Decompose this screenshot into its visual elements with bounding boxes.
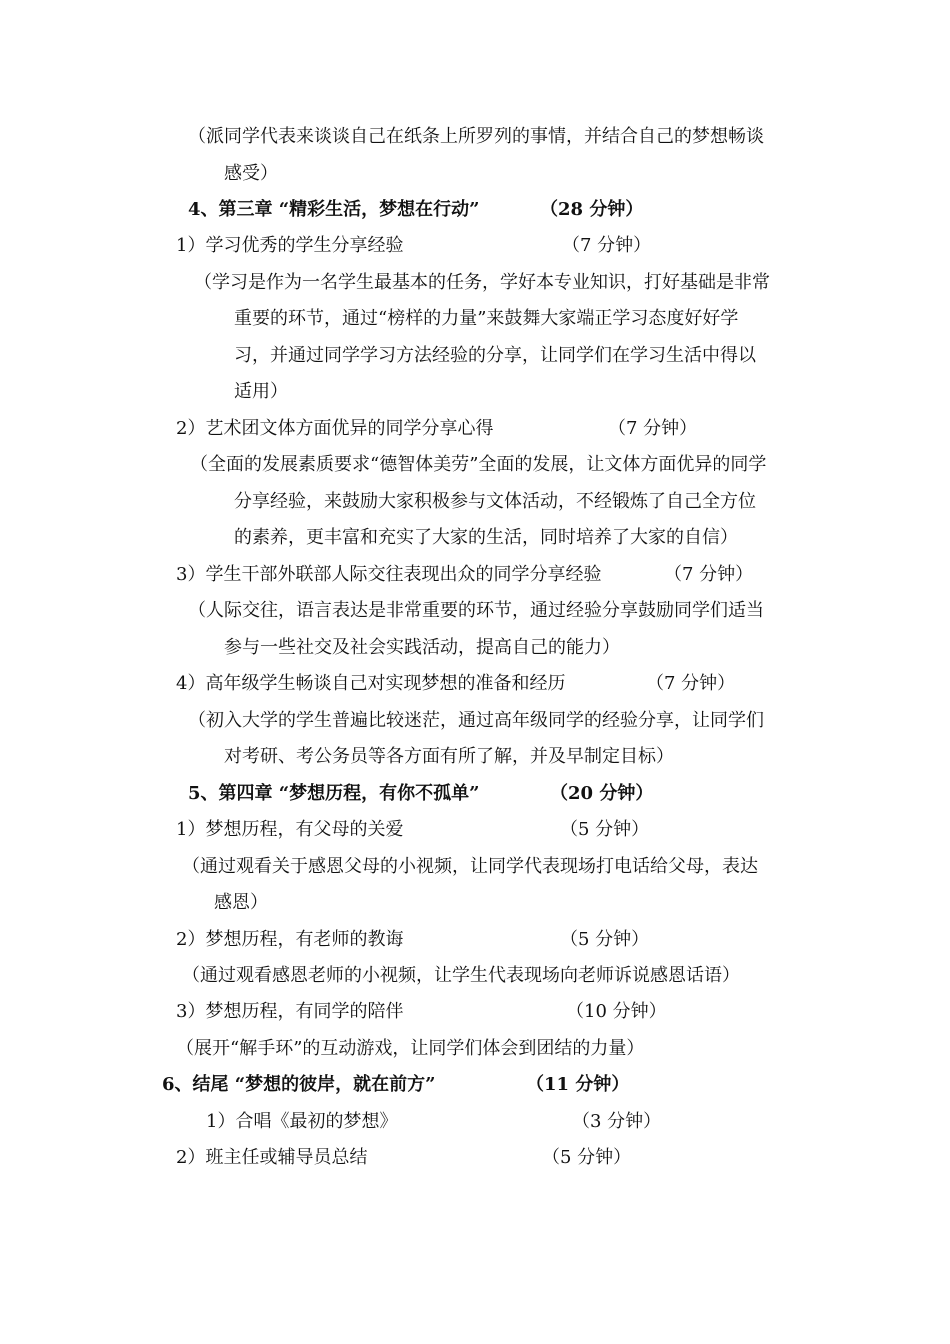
item-duration: （7 分钟） <box>664 564 754 585</box>
item-duration: （5 分钟） <box>542 1147 632 1168</box>
text-line: 感恩） <box>214 892 268 913</box>
text-line: 对考研、考公务员等各方面有所了解，并及早制定目标） <box>224 746 674 767</box>
list-item: 1）合唱《最初的梦想》 <box>206 1111 398 1132</box>
item-duration: （7 分钟） <box>608 418 698 439</box>
text-line: 分享经验，来鼓励大家积极参与文体活动，不经锻炼了自己全方位 <box>234 491 756 512</box>
text-line: （人际交往，语言表达是非常重要的环节，通过经验分享鼓励同学们适当 <box>188 600 764 621</box>
list-item: 1）梦想历程，有父母的关爱 <box>176 819 404 840</box>
list-item: 3）梦想历程，有同学的陪伴 <box>176 1001 404 1022</box>
text-line: 的素养，更丰富和充实了大家的生活，同时培养了大家的自信） <box>234 527 738 548</box>
item-duration: （10 分钟） <box>566 1001 667 1022</box>
list-item: 2）艺术团文体方面优异的同学分享心得 <box>176 418 494 439</box>
list-item: 4）高年级学生畅谈自己对实现梦想的准备和经历 <box>176 673 566 694</box>
text-line: 感受） <box>224 163 278 184</box>
item-duration: （3 分钟） <box>572 1111 662 1132</box>
text-line: 习，并通过同学学习方法经验的分享，让同学们在学习生活中得以 <box>234 345 756 366</box>
chapter-duration: （20 分钟） <box>550 783 654 804</box>
text-line: （全面的发展素质要求“德智体美劳”全面的发展，让文体方面优异的同学 <box>190 454 767 475</box>
text-line: （展开“解手环”的互动游戏，让同学们体会到团结的力量） <box>176 1038 645 1059</box>
item-duration: （5 分钟） <box>560 819 650 840</box>
chapter-heading: 4、第三章 “精彩生活，梦想在行动” <box>188 199 480 220</box>
item-duration: （7 分钟） <box>646 673 736 694</box>
list-item: 2）班主任或辅导员总结 <box>176 1147 368 1168</box>
chapter-duration: （11 分钟） <box>526 1074 630 1095</box>
chapter-heading: 6、结尾 “梦想的彼岸，就在前方” <box>162 1074 436 1095</box>
text-line: 重要的环节，通过“榜样的力量”来鼓舞大家端正学习态度好好学 <box>234 308 739 329</box>
list-item: 2）梦想历程，有老师的教诲 <box>176 929 404 950</box>
text-line: （初入大学的学生普遍比较迷茫，通过高年级同学的经验分享，让同学们 <box>188 710 764 731</box>
item-duration: （7 分钟） <box>562 235 652 256</box>
text-line: （派同学代表来谈谈自己在纸条上所罗列的事情，并结合自己的梦想畅谈 <box>188 126 764 147</box>
text-line: （通过观看感恩老师的小视频，让学生代表现场向老师诉说感恩话语） <box>182 965 740 986</box>
chapter-heading: 5、第四章 “梦想历程，有你不孤单” <box>188 783 480 804</box>
list-item: 1）学习优秀的学生分享经验 <box>176 235 404 256</box>
chapter-duration: （28 分钟） <box>540 199 644 220</box>
item-duration: （5 分钟） <box>560 929 650 950</box>
text-line: 参与一些社交及社会实践活动，提高自己的能力） <box>224 637 620 658</box>
text-line: 适用） <box>234 381 288 402</box>
list-item: 3）学生干部外联部人际交往表现出众的同学分享经验 <box>176 564 602 585</box>
text-line: （通过观看关于感恩父母的小视频，让同学代表现场打电话给父母，表达 <box>182 856 758 877</box>
text-line: （学习是作为一名学生最基本的任务，学好本专业知识，打好基础是非常 <box>194 272 770 293</box>
